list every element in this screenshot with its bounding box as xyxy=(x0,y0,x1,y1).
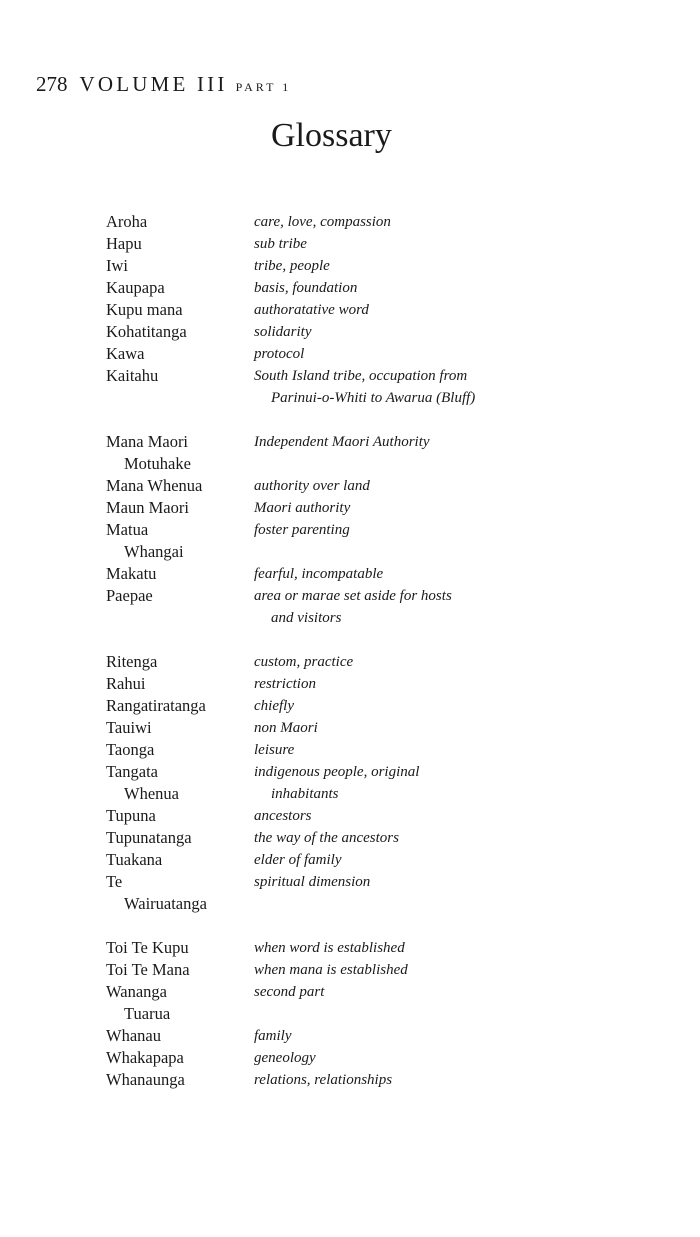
glossary-entry xyxy=(106,937,666,959)
glossary-term-text: Whanaunga xyxy=(106,1070,185,1089)
glossary-definition-text: spiritual dimension xyxy=(254,874,371,890)
glossary-definition-text: care, love, compassion xyxy=(254,214,391,230)
glossary-term-continuation: Tuarua xyxy=(124,1004,171,1023)
glossary-term-text: Aroha xyxy=(106,212,148,231)
glossary-definition xyxy=(254,695,666,717)
glossary-definition xyxy=(254,1069,666,1091)
glossary-definition xyxy=(254,673,666,695)
glossary-entry xyxy=(106,497,666,519)
glossary-entry xyxy=(106,959,666,981)
glossary-term xyxy=(106,475,254,497)
glossary-definition-text: custom, practice xyxy=(254,654,354,670)
glossary-entry xyxy=(106,651,666,673)
glossary-term-text: Iwi xyxy=(106,256,128,275)
glossary-term xyxy=(106,519,254,563)
volume-label: VOLUME III xyxy=(79,72,228,96)
glossary-definition xyxy=(254,563,666,585)
glossary-term-text: Makatu xyxy=(106,564,157,583)
glossary-definition xyxy=(254,739,666,761)
glossary-term-text: Te xyxy=(106,872,123,891)
glossary-definition-continuation: and visitors xyxy=(271,610,342,626)
glossary-definition xyxy=(254,981,666,1003)
glossary-term xyxy=(106,233,254,255)
glossary-entry xyxy=(106,1025,666,1047)
glossary-definition xyxy=(254,871,666,893)
glossary-definition-text: indigenous people, original xyxy=(254,764,420,780)
glossary-definition xyxy=(254,431,666,453)
glossary-entry xyxy=(106,761,666,805)
glossary-definition-continuation: inhabitants xyxy=(271,786,339,802)
glossary-term xyxy=(106,673,254,695)
glossary-definition xyxy=(254,255,666,277)
glossary-definition xyxy=(254,211,666,233)
glossary-term xyxy=(106,761,254,805)
glossary-term xyxy=(106,497,254,519)
glossary-term-text: Mana Maori xyxy=(106,432,189,451)
glossary-term-continuation: Whenua xyxy=(124,784,179,803)
glossary-term xyxy=(106,849,254,871)
glossary-definition-continuation: Parinui-o-Whiti to Awarua (Bluff) xyxy=(271,390,476,406)
glossary-term-text: Rangatiratanga xyxy=(106,696,206,715)
glossary-definition xyxy=(254,365,666,409)
entry-spacer xyxy=(106,409,666,431)
glossary-entry xyxy=(106,365,666,409)
glossary-term xyxy=(106,211,254,233)
glossary-term-text: Wananga xyxy=(106,982,167,1001)
glossary-term xyxy=(106,1047,254,1069)
glossary-term-text: Kupu mana xyxy=(106,300,183,319)
glossary-term xyxy=(106,365,254,387)
glossary-entry xyxy=(106,849,666,871)
glossary-definition xyxy=(254,475,666,497)
glossary-term-text: Tuakana xyxy=(106,850,163,869)
glossary-term xyxy=(106,431,254,475)
glossary-list xyxy=(106,211,666,1091)
glossary-entry xyxy=(106,1069,666,1091)
glossary-entry xyxy=(106,431,666,475)
glossary-term xyxy=(106,585,254,607)
glossary-definition-text: South Island tribe, occupation from xyxy=(254,368,468,384)
glossary-definition xyxy=(254,233,666,255)
glossary-definition-text: sub tribe xyxy=(254,236,307,252)
glossary-definition-text: authoratative word xyxy=(254,302,369,318)
glossary-definition-text: elder of family xyxy=(254,852,342,868)
page-title: Glossary xyxy=(271,117,392,154)
glossary-term-text: Paepae xyxy=(106,586,153,605)
glossary-term-text: Taonga xyxy=(106,740,155,759)
running-head xyxy=(36,74,291,95)
glossary-term-text: Kohatitanga xyxy=(106,322,187,341)
glossary-entry xyxy=(106,827,666,849)
glossary-definition-text: protocol xyxy=(254,346,305,362)
glossary-term xyxy=(106,563,254,585)
glossary-definition-text: area or marae set aside for hosts xyxy=(254,588,452,604)
glossary-term xyxy=(106,299,254,321)
glossary-term-text: Mana Whenua xyxy=(106,476,203,495)
glossary-definition-text: fearful, incompatable xyxy=(254,566,384,582)
glossary-term xyxy=(106,981,254,1025)
glossary-term xyxy=(106,805,254,827)
entry-spacer xyxy=(106,629,666,651)
glossary-definition xyxy=(254,321,666,343)
glossary-definition-text: basis, foundation xyxy=(254,280,358,296)
glossary-term-text: Tupunatanga xyxy=(106,828,192,847)
glossary-entry xyxy=(106,871,666,915)
page-number: 278 xyxy=(36,72,68,96)
glossary-term-text: Kaitahu xyxy=(106,366,159,385)
glossary-definition xyxy=(254,1047,666,1069)
glossary-definition-text: foster parenting xyxy=(254,522,350,538)
glossary-definition xyxy=(254,277,666,299)
glossary-definition-text: solidarity xyxy=(254,324,312,340)
glossary-term-text: Maun Maori xyxy=(106,498,189,517)
glossary-definition xyxy=(254,827,666,849)
glossary-term xyxy=(106,321,254,343)
glossary-definition-text: second part xyxy=(254,984,325,1000)
glossary-entry xyxy=(106,277,666,299)
glossary-entry xyxy=(106,233,666,255)
glossary-entry xyxy=(106,299,666,321)
glossary-definition xyxy=(254,805,666,827)
glossary-term-text: Hapu xyxy=(106,234,142,253)
glossary-definition xyxy=(254,585,666,629)
glossary-definition xyxy=(254,343,666,365)
glossary-definition xyxy=(254,937,666,959)
glossary-entry xyxy=(106,739,666,761)
glossary-entry xyxy=(106,717,666,739)
glossary-term xyxy=(106,959,254,981)
glossary-definition-text: ancestors xyxy=(254,808,312,824)
glossary-entry xyxy=(106,695,666,717)
glossary-term xyxy=(106,871,254,915)
glossary-term xyxy=(106,937,254,959)
glossary-definition-text: Independent Maori Authority xyxy=(254,434,430,450)
glossary-term-text: Tangata xyxy=(106,762,158,781)
glossary-term xyxy=(106,651,254,673)
glossary-term-text: Kawa xyxy=(106,344,145,363)
glossary-term xyxy=(106,1025,254,1047)
glossary-term-text: Tauiwi xyxy=(106,718,152,737)
glossary-term-text: Whakapapa xyxy=(106,1048,184,1067)
glossary-term-continuation: Motuhake xyxy=(124,454,191,473)
glossary-term xyxy=(106,717,254,739)
glossary-definition-text: relations, relationships xyxy=(254,1072,393,1088)
glossary-entry xyxy=(106,673,666,695)
glossary-definition-text: family xyxy=(254,1028,292,1044)
glossary-definition-text: the way of the ancestors xyxy=(254,830,399,846)
glossary-term xyxy=(106,695,254,717)
glossary-definition xyxy=(254,299,666,321)
glossary-term-text: Toi Te Mana xyxy=(106,960,190,979)
glossary-definition xyxy=(254,497,666,519)
glossary-entry xyxy=(106,475,666,497)
glossary-term-text: Toi Te Kupu xyxy=(106,938,189,957)
glossary-term-text: Tupuna xyxy=(106,806,156,825)
glossary-term-text: Ritenga xyxy=(106,652,158,671)
glossary-definition-text: chiefly xyxy=(254,698,294,714)
glossary-entry xyxy=(106,585,666,629)
glossary-definition-text: restriction xyxy=(254,676,316,692)
part-label: PART 1 xyxy=(235,80,292,94)
glossary-definition-text: tribe, people xyxy=(254,258,330,274)
glossary-term xyxy=(106,343,254,365)
glossary-entry xyxy=(106,1047,666,1069)
glossary-definition-text: authority over land xyxy=(254,478,370,494)
glossary-definition xyxy=(254,849,666,871)
glossary-entry xyxy=(106,563,666,585)
glossary-term-continuation: Wairuatanga xyxy=(124,894,207,913)
glossary-entry xyxy=(106,255,666,277)
glossary-entry xyxy=(106,981,666,1025)
glossary-definition xyxy=(254,519,666,541)
glossary-term-text: Whanau xyxy=(106,1026,161,1045)
glossary-definition-text: geneology xyxy=(254,1050,316,1066)
glossary-entry xyxy=(106,321,666,343)
glossary-term-text: Rahui xyxy=(106,674,146,693)
glossary-definition-text: when mana is established xyxy=(254,962,408,978)
glossary-definition xyxy=(254,651,666,673)
glossary-entry xyxy=(106,343,666,365)
glossary-term xyxy=(106,255,254,277)
glossary-definition xyxy=(254,761,666,805)
glossary-definition-text: when word is established xyxy=(254,940,405,956)
glossary-entry xyxy=(106,519,666,563)
glossary-term xyxy=(106,739,254,761)
glossary-entry xyxy=(106,805,666,827)
glossary-term xyxy=(106,1069,254,1091)
glossary-definition xyxy=(254,1025,666,1047)
glossary-term xyxy=(106,827,254,849)
glossary-definition-text: non Maori xyxy=(254,720,318,736)
glossary-definition-text: leisure xyxy=(254,742,295,758)
glossary-definition xyxy=(254,959,666,981)
glossary-entry xyxy=(106,211,666,233)
glossary-term-continuation: Whangai xyxy=(124,542,184,561)
glossary-term-text: Kaupapa xyxy=(106,278,165,297)
glossary-term xyxy=(106,277,254,299)
entry-spacer xyxy=(106,915,666,937)
glossary-definition-text: Maori authority xyxy=(254,500,351,516)
glossary-definition xyxy=(254,717,666,739)
glossary-term-text: Matua xyxy=(106,520,149,539)
